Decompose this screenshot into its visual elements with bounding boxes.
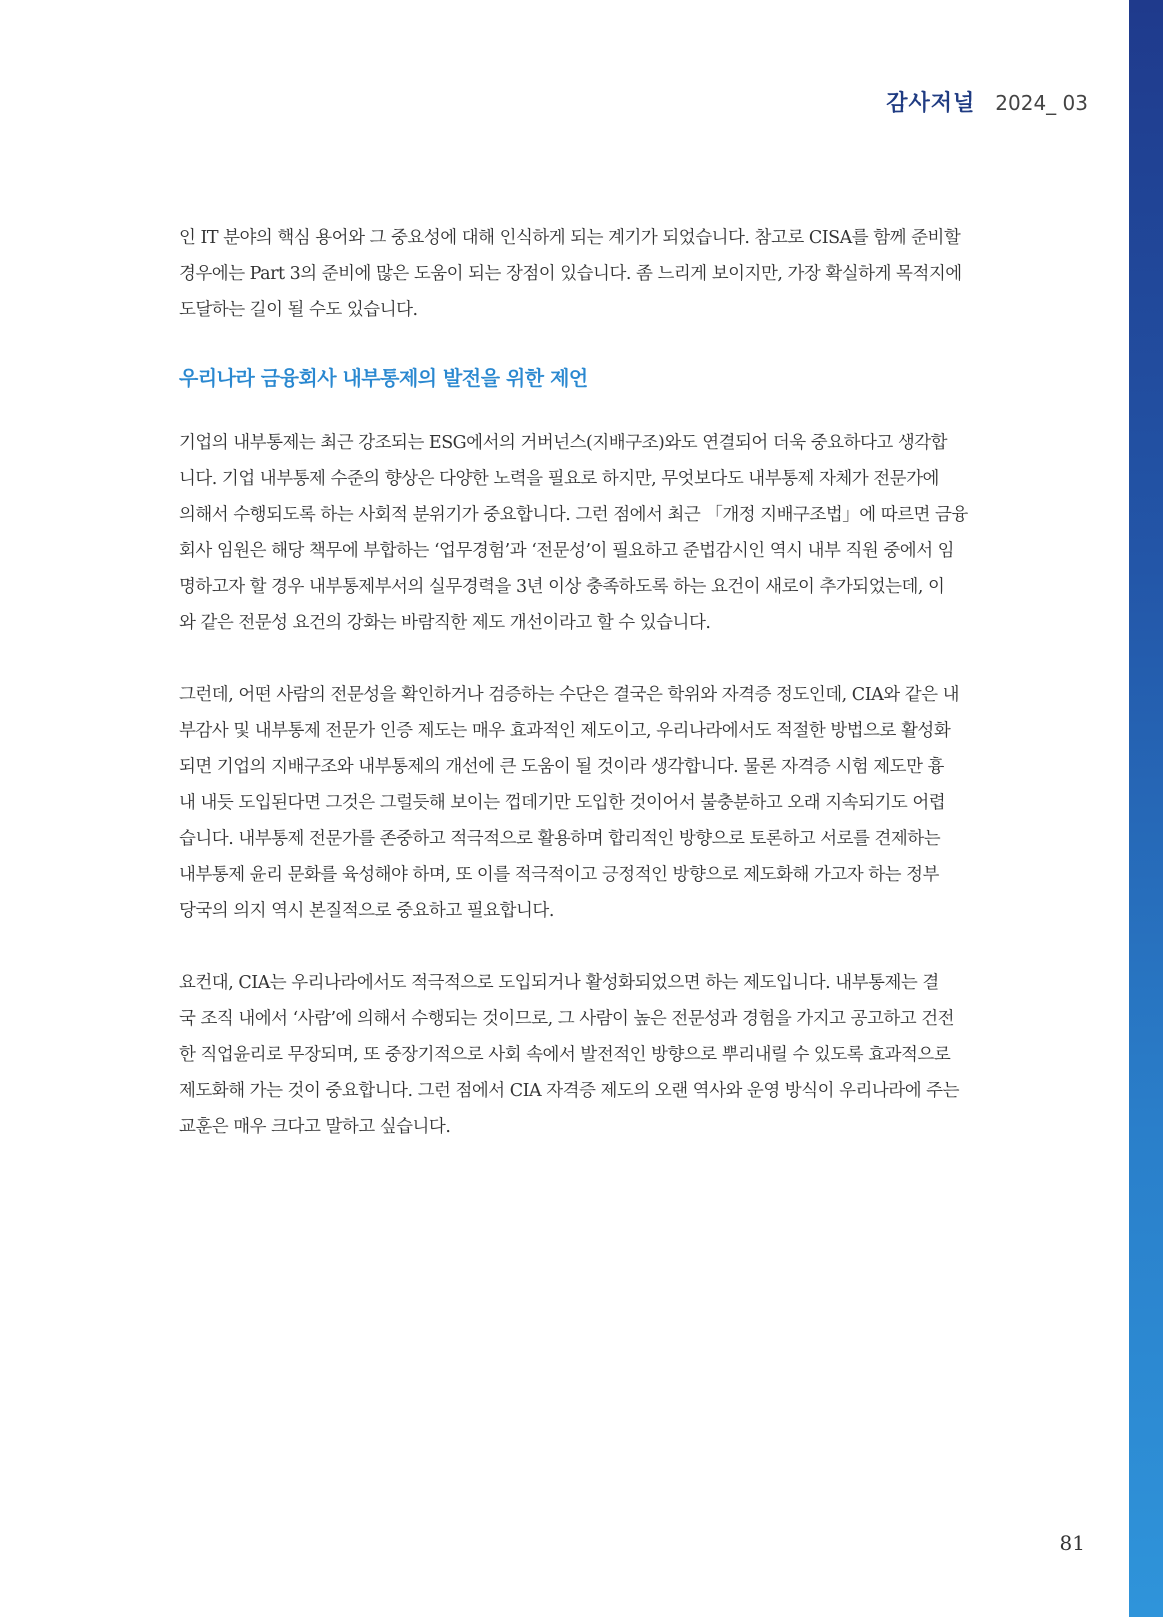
page-number: 81 <box>1059 1531 1085 1555</box>
paragraph-2 <box>179 677 1091 929</box>
text-line: 교훈은 매우 크다고 말하고 싶습니다. <box>179 1117 451 1137</box>
text-line: 그런데, 어떤 사람의 전문성을 확인하거나 검증하는 수단은 결국은 학위와 자격증 정도인데, CIA와 같은 내 <box>179 685 959 705</box>
text-line: 인 IT 분야의 핵심 용어와 그 중요성에 대해 인식하게 되는 계기가 되었습니다. 참고로 CISA를 함께 준비할 <box>179 228 961 248</box>
paragraph-1 <box>179 425 1091 641</box>
paragraph-3 <box>179 965 1091 1145</box>
text-line: 제도화해 가는 것이 중요합니다. 그런 점에서 CIA 자격증 제도의 오랜 역사와 운영 방식이 우리나라에 주는 <box>179 1081 959 1101</box>
text-line: 내 내듯 도입된다면 그것은 그럴듯해 보이는 껍데기만 도입한 것이어서 불충분하고 오래 지속되기도 어렵 <box>179 793 946 813</box>
text-line: 부감사 및 내부통제 전문가 인증 제도는 매우 효과적인 제도이고, 우리나라에서도 적절한 방법으로 활성화 <box>179 721 951 741</box>
text-line: 요컨대, CIA는 우리나라에서도 적극적으로 도입되거나 활성화되었으면 하는 제도입니다. 내부통제는 결 <box>179 973 939 993</box>
issue-number: 2024_ 03 <box>995 91 1088 115</box>
text-line: 명하고자 할 경우 내부통제부서의 실무경력을 3년 이상 충족하도록 하는 요건이 새로이 추가되었는데, 이 <box>179 577 945 597</box>
text-line: 내부통제 윤리 문화를 육성해야 하며, 또 이를 적극적이고 긍정적인 방향으로 제도화해 가고자 하는 정부 <box>179 865 939 885</box>
side-band-curve <box>1111 66 1129 1566</box>
decorative-side-band <box>1129 0 1163 1617</box>
intro-paragraph <box>179 220 1091 328</box>
text-line: 되면 기업의 지배구조와 내부통제의 개선에 큰 도움이 될 것이라 생각합니다. 물론 자격증 시험 제도만 흉 <box>179 757 944 777</box>
text-line: 회사 임원은 해당 책무에 부합하는 ‘업무경험’과 ‘전문성’이 필요하고 준법감시인 역시 내부 직원 중에서 임 <box>179 541 955 561</box>
text-line: 기업의 내부통제는 최근 강조되는 ESG에서의 거버넌스(지배구조)와도 연결되어 더욱 중요하다고 생각합 <box>179 433 948 453</box>
paragraph-gap <box>179 641 1091 677</box>
page-header <box>886 86 1088 117</box>
paragraph-gap <box>179 929 1091 965</box>
text-line: 와 같은 전문성 요건의 강화는 바람직한 제도 개선이라고 할 수 있습니다. <box>179 613 711 633</box>
text-line: 국 조직 내에서 ‘사람’에 의해서 수행되는 것이므로, 그 사람이 높은 전문성과 경험을 가지고 공고하고 건전 <box>179 1009 955 1029</box>
article-body <box>179 220 1091 1145</box>
text-line: 도달하는 길이 될 수도 있습니다. <box>179 300 418 320</box>
journal-title: 감사저널 <box>886 91 976 116</box>
text-line: 한 직업윤리로 무장되며, 또 중장기적으로 사회 속에서 발전적인 방향으로 뿌리내릴 수 있도록 효과적으로 <box>179 1045 951 1065</box>
text-line: 당국의 의지 역시 본질적으로 중요하고 필요합니다. <box>179 901 554 921</box>
text-line: 습니다. 내부통제 전문가를 존중하고 적극적으로 활용하며 합리적인 방향으로 토론하고 서로를 견제하는 <box>179 829 941 849</box>
text-line: 경우에는 Part 3의 준비에 많은 도움이 되는 장점이 있습니다. 좀 느리게 보이지만, 가장 확실하게 목적지에 <box>179 264 962 284</box>
section-heading: 우리나라 금융회사 내부통제의 발전을 위한 제언 <box>179 366 588 390</box>
text-line: 니다. 기업 내부통제 수준의 향상은 다양한 노력을 필요로 하지만, 무엇보다도 내부통제 자체가 전문가에 <box>179 469 939 489</box>
text-line: 의해서 수행되도록 하는 사회적 분위기가 중요합니다. 그런 점에서 최근 「개정 지배구조법」에 따르면 금융 <box>179 505 968 525</box>
